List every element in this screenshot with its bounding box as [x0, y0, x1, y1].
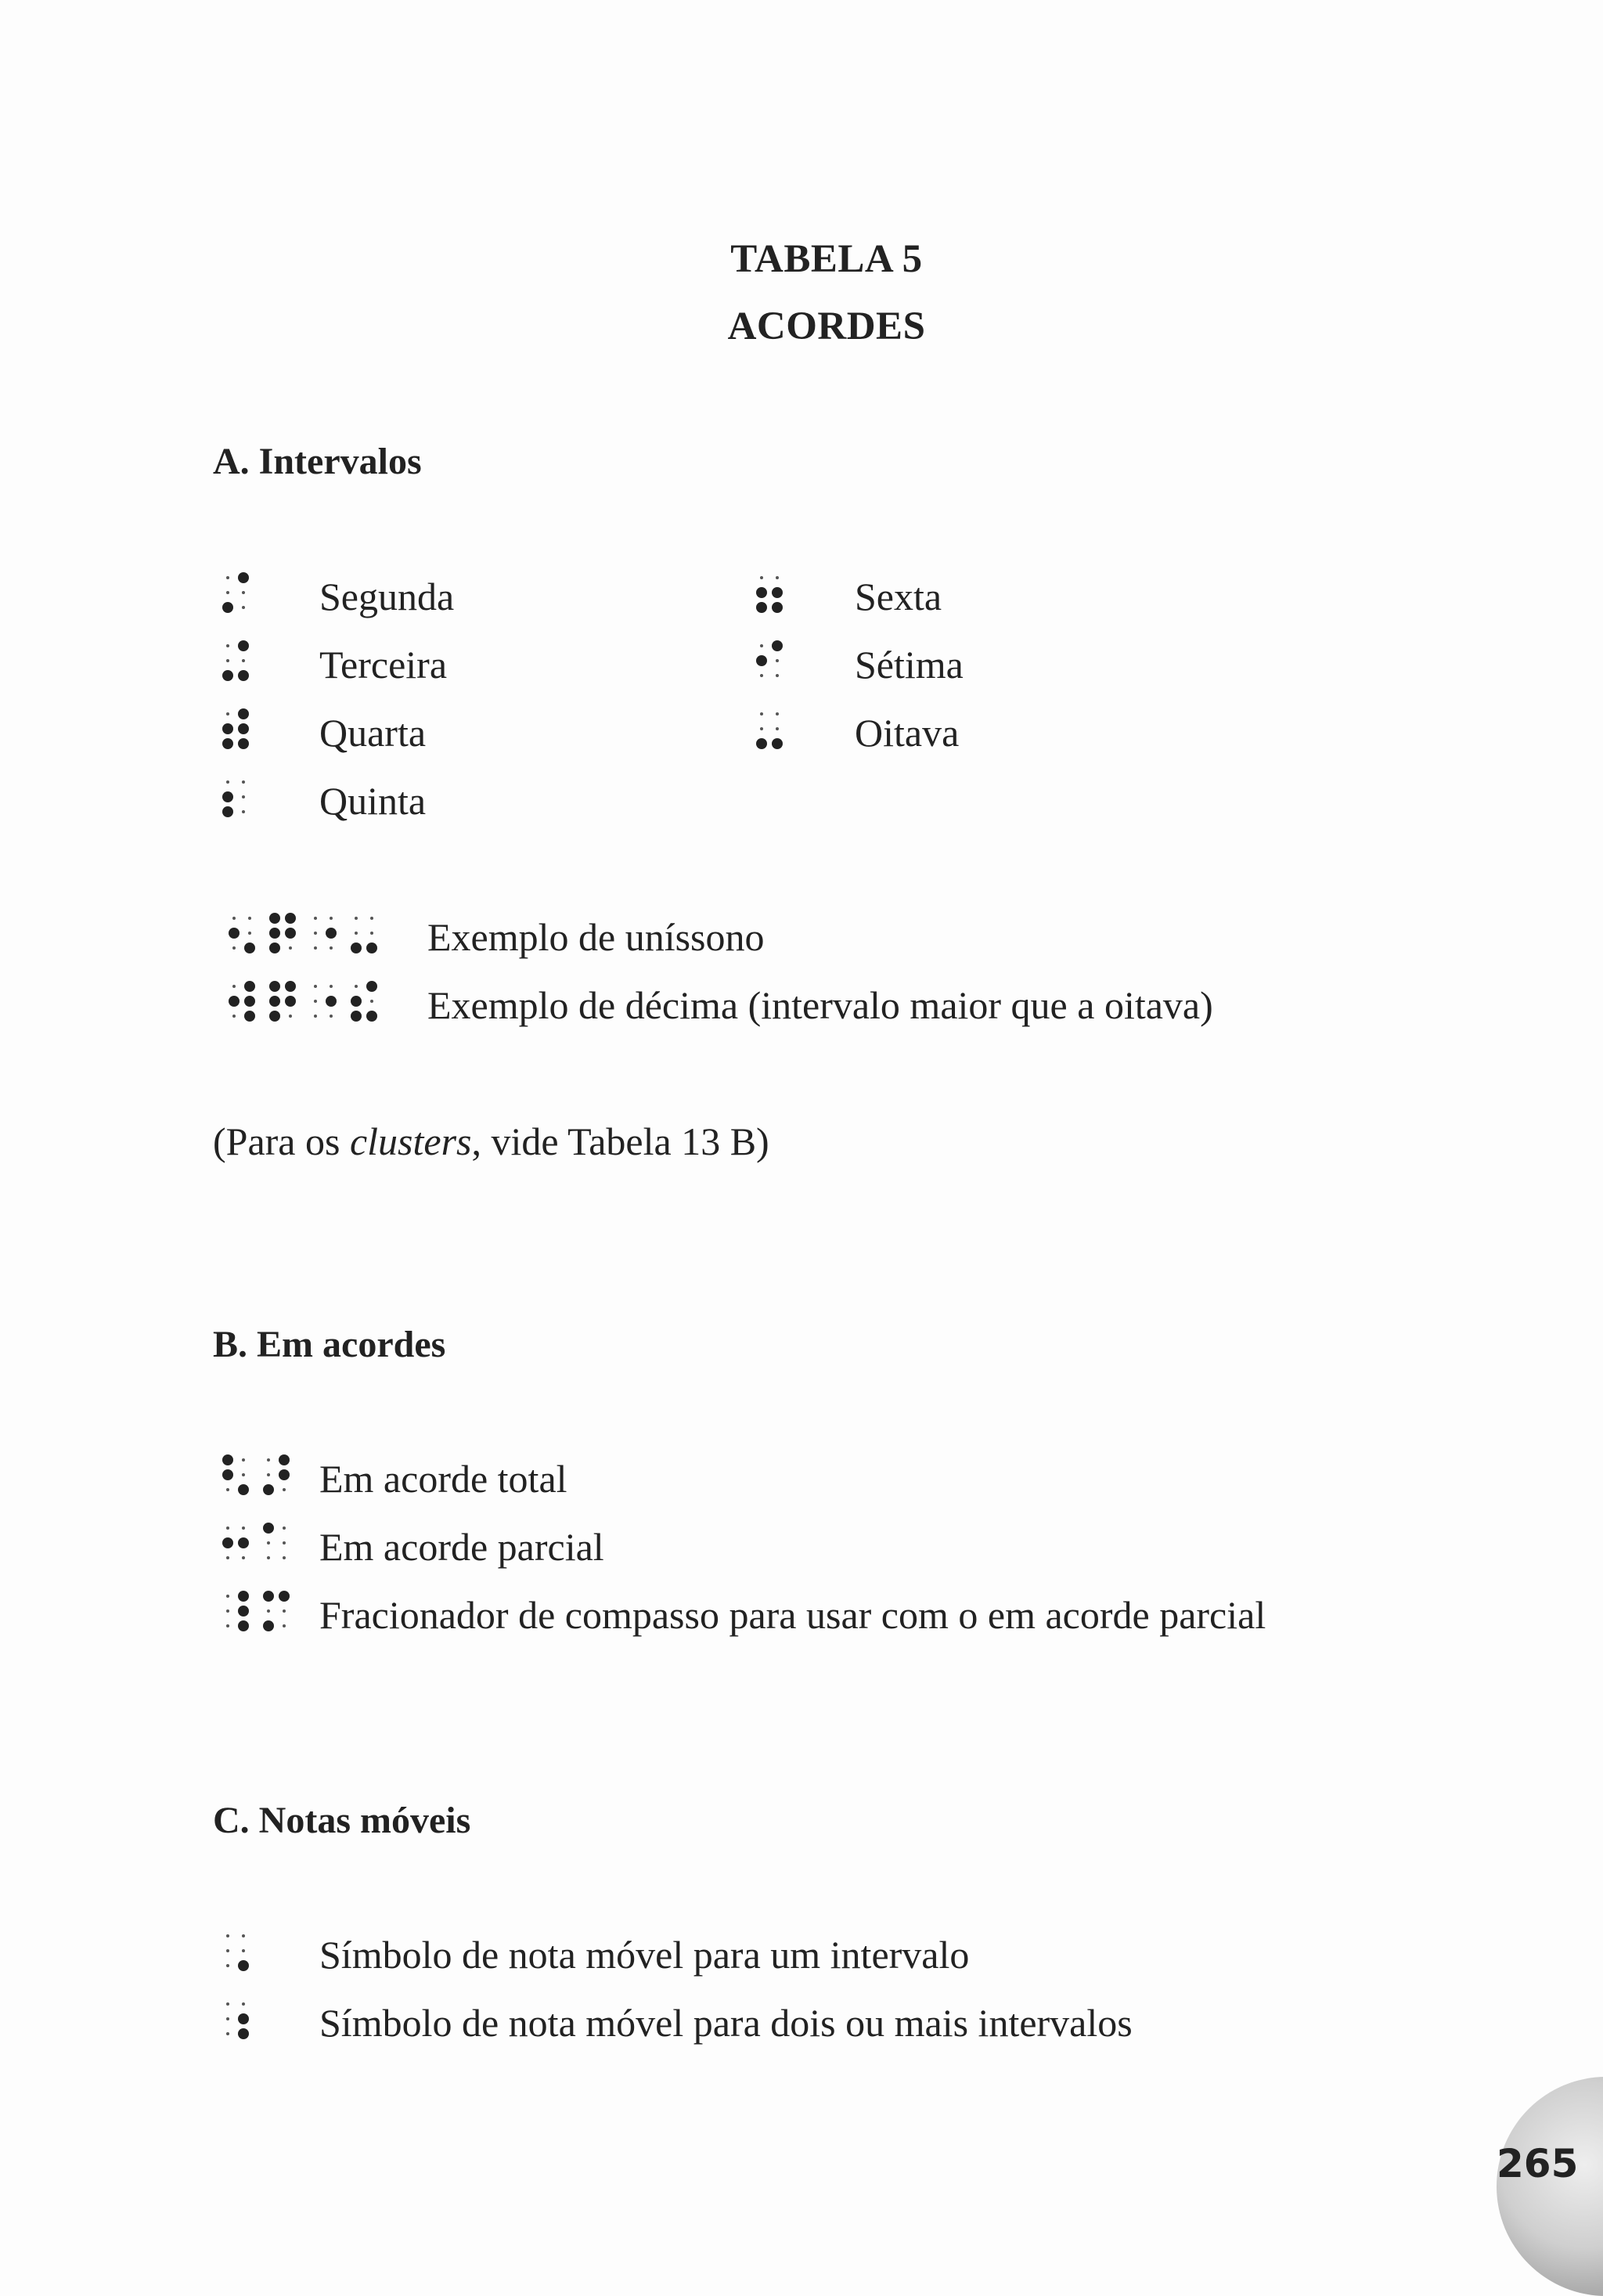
example-unison-label: Exemplo de uníssono [427, 915, 765, 959]
braille-em-acorde-total [222, 1454, 290, 1496]
braille-dot-flat [310, 928, 321, 939]
braille-dot-flat [279, 1620, 290, 1631]
braille-dot-raised [756, 587, 767, 598]
braille-dot-raised [244, 996, 255, 1007]
braille-dot-flat [756, 670, 767, 681]
braille-dot-raised [222, 1454, 233, 1465]
braille-dot-raised [238, 723, 249, 734]
braille-dot-raised [222, 723, 233, 734]
nota-movel-um-label: Símbolo de nota móvel para um intervalo [319, 1933, 970, 1977]
braille-dot-flat [285, 1011, 296, 1022]
braille-dot-flat [238, 1454, 249, 1465]
braille-cell [310, 913, 337, 954]
braille-nota-movel-um [222, 1930, 249, 1972]
clusters-note [213, 1119, 769, 1164]
braille-dot-flat [310, 943, 321, 953]
interval-label-oitava: Oitava [855, 711, 960, 755]
braille-dot-raised [366, 1011, 377, 1022]
braille-dot-flat [310, 913, 321, 924]
braille-example-tenth [229, 981, 377, 1022]
braille-dot-flat [772, 670, 783, 681]
braille-dot-flat [222, 1999, 233, 2009]
braille-dot-raised [222, 670, 233, 681]
braille-dot-flat [238, 655, 249, 666]
section-a-heading: A. Intervalos [213, 441, 422, 482]
braille-setima [756, 640, 783, 682]
section-b-heading: B. Em acordes [213, 1324, 446, 1365]
braille-dot-flat [326, 981, 337, 992]
braille-dot-flat [263, 1606, 274, 1617]
braille-dot-raised [263, 1591, 274, 1602]
braille-dot-raised [285, 981, 296, 992]
braille-dot-flat [772, 655, 783, 666]
braille-dot-raised [772, 640, 783, 651]
braille-dot-flat [772, 723, 783, 734]
braille-dot-raised [351, 943, 362, 953]
em-acorde-parcial-label: Em acorde parcial [319, 1525, 604, 1569]
braille-dot-flat [326, 943, 337, 953]
braille-dot-flat [310, 981, 321, 992]
page-number: 265 [1497, 2141, 1579, 2186]
braille-terceira [222, 640, 249, 682]
braille-dot-raised [222, 602, 233, 613]
braille-dot-flat [279, 1552, 290, 1563]
braille-dot-flat [366, 913, 377, 924]
braille-dot-raised [269, 913, 280, 924]
braille-dot-raised [238, 1606, 249, 1617]
braille-cell [222, 708, 249, 750]
braille-dot-flat [263, 1469, 274, 1480]
braille-dot-flat [772, 572, 783, 583]
braille-dot-flat [351, 981, 362, 992]
braille-dot-flat [238, 1552, 249, 1563]
braille-dot-raised [263, 1620, 274, 1631]
fracionador-label: Fracionador de compasso para usar com o em acorde parcial [319, 1593, 1266, 1637]
braille-oitava [756, 708, 783, 750]
braille-cell [222, 640, 249, 682]
clusters-note-suffix: , vide Tabela 13 B) [471, 1119, 769, 1163]
braille-dot-flat [222, 572, 233, 583]
braille-cell [222, 1591, 249, 1632]
braille-dot-flat [222, 2028, 233, 2039]
braille-dot-raised [222, 1469, 233, 1480]
braille-dot-raised [269, 928, 280, 939]
braille-cell [269, 981, 296, 1022]
braille-dot-flat [229, 1011, 240, 1022]
braille-dot-flat [238, 777, 249, 788]
braille-dot-raised [756, 602, 767, 613]
braille-dot-flat [222, 708, 233, 719]
interval-label-setima: Sétima [855, 643, 964, 687]
braille-example-unison [229, 913, 377, 954]
braille-dot-flat [351, 913, 362, 924]
braille-dot-raised [222, 791, 233, 802]
braille-dot-flat [326, 913, 337, 924]
page-number-badge [1497, 2077, 1603, 2296]
braille-dot-raised [222, 806, 233, 817]
braille-dot-raised [222, 738, 233, 749]
braille-dot-flat [238, 791, 249, 802]
braille-dot-raised [238, 1537, 249, 1548]
braille-dot-raised [772, 602, 783, 613]
braille-dot-raised [269, 1011, 280, 1022]
braille-dot-raised [238, 572, 249, 583]
braille-dot-raised [279, 1454, 290, 1465]
nota-movel-dois-label: Símbolo de nota móvel para dois ou mais intervalos [319, 2001, 1133, 2045]
braille-dot-flat [244, 928, 255, 939]
braille-dot-raised [285, 913, 296, 924]
braille-dot-raised [244, 981, 255, 992]
braille-cell [263, 1454, 290, 1496]
braille-dot-flat [279, 1537, 290, 1548]
braille-dot-flat [756, 572, 767, 583]
braille-cell [263, 1591, 290, 1632]
braille-dot-raised [772, 738, 783, 749]
braille-dot-raised [238, 738, 249, 749]
braille-dot-flat [279, 1484, 290, 1495]
braille-dot-raised [238, 1484, 249, 1495]
braille-dot-flat [310, 996, 321, 1007]
braille-dot-flat [279, 1523, 290, 1534]
braille-dot-raised [229, 996, 240, 1007]
braille-dot-raised [269, 943, 280, 953]
braille-dot-flat [279, 1606, 290, 1617]
braille-dot-raised [756, 655, 767, 666]
braille-dot-flat [244, 913, 255, 924]
braille-dot-raised [326, 928, 337, 939]
braille-dot-flat [222, 2013, 233, 2024]
braille-cell [222, 1523, 249, 1564]
braille-dot-raised [279, 1591, 290, 1602]
braille-dot-flat [238, 1945, 249, 1956]
braille-dot-flat [222, 587, 233, 598]
braille-dot-flat [238, 1469, 249, 1480]
braille-em-acorde-parcial [222, 1523, 290, 1564]
braille-cell [351, 981, 377, 1022]
braille-dot-flat [310, 1011, 321, 1022]
braille-cell [222, 777, 249, 818]
section-c-heading: C. Notas móveis [213, 1800, 471, 1841]
braille-dot-raised [772, 587, 783, 598]
braille-dot-raised [238, 2028, 249, 2039]
braille-cell [229, 913, 255, 954]
braille-dot-raised [222, 1537, 233, 1548]
braille-dot-raised [351, 996, 362, 1007]
braille-dot-flat [285, 943, 296, 953]
braille-dot-raised [285, 996, 296, 1007]
braille-dot-flat [263, 1537, 274, 1548]
braille-dot-raised [279, 1469, 290, 1480]
braille-dot-raised [238, 708, 249, 719]
braille-cell [351, 913, 377, 954]
braille-dot-flat [366, 928, 377, 939]
braille-cell [756, 708, 783, 750]
interval-label-quinta: Quinta [319, 779, 427, 823]
braille-dot-flat [366, 996, 377, 1007]
braille-dot-flat [756, 708, 767, 719]
braille-cell [222, 1930, 249, 1972]
braille-dot-flat [229, 913, 240, 924]
braille-dot-flat [263, 1454, 274, 1465]
braille-dot-flat [238, 1999, 249, 2009]
braille-segunda [222, 572, 249, 614]
braille-dot-raised [285, 928, 296, 939]
braille-dot-flat [229, 981, 240, 992]
braille-cell [222, 1454, 249, 1496]
braille-cell [222, 572, 249, 614]
braille-cell [756, 572, 783, 614]
braille-dot-flat [229, 943, 240, 953]
interval-label-sexta: Sexta [855, 575, 942, 618]
em-acorde-total-label: Em acorde total [319, 1457, 567, 1501]
braille-dot-raised [351, 1011, 362, 1022]
braille-dot-flat [222, 1606, 233, 1617]
braille-dot-flat [222, 640, 233, 651]
braille-dot-flat [222, 1552, 233, 1563]
braille-nota-movel-dois [222, 1999, 249, 2040]
braille-dot-flat [222, 655, 233, 666]
braille-dot-raised [366, 943, 377, 953]
braille-quinta [222, 777, 249, 818]
braille-dot-raised [229, 928, 240, 939]
braille-dot-raised [238, 2013, 249, 2024]
braille-dot-flat [222, 1591, 233, 1602]
braille-dot-raised [238, 640, 249, 651]
braille-dot-raised [366, 981, 377, 992]
braille-dot-raised [238, 1960, 249, 1971]
braille-dot-flat [222, 1960, 233, 1971]
interval-label-quarta: Quarta [319, 711, 427, 755]
table-title: TABELA 5 [730, 237, 923, 281]
braille-dot-flat [222, 1620, 233, 1631]
braille-dot-raised [756, 738, 767, 749]
braille-dot-flat [222, 1930, 233, 1941]
braille-dot-raised [238, 670, 249, 681]
braille-sexta [756, 572, 783, 614]
braille-dot-raised [263, 1523, 274, 1534]
braille-dot-raised [269, 996, 280, 1007]
table-subtitle: ACORDES [727, 305, 926, 348]
braille-dot-flat [238, 587, 249, 598]
braille-dot-flat [222, 1945, 233, 1956]
braille-dot-flat [772, 708, 783, 719]
braille-quarta [222, 708, 249, 750]
clusters-note-italic: clusters [349, 1119, 472, 1163]
braille-dot-raised [238, 1591, 249, 1602]
braille-dot-flat [238, 806, 249, 817]
braille-dot-raised [238, 1620, 249, 1631]
braille-dot-flat [263, 1552, 274, 1563]
braille-dot-flat [326, 1011, 337, 1022]
interval-label-terceira: Terceira [319, 643, 448, 687]
braille-dot-raised [244, 1011, 255, 1022]
braille-cell [269, 913, 296, 954]
braille-cell [756, 640, 783, 682]
braille-dot-flat [756, 723, 767, 734]
braille-fracionador [222, 1591, 290, 1632]
braille-dot-flat [222, 777, 233, 788]
braille-cell [222, 1999, 249, 2040]
braille-dot-raised [326, 996, 337, 1007]
example-tenth-label: Exemplo de décima (intervalo maior que a oitava) [427, 983, 1213, 1027]
braille-cell [263, 1523, 290, 1564]
clusters-note-prefix: (Para os [213, 1119, 350, 1163]
braille-dot-raised [263, 1484, 274, 1495]
braille-dot-flat [222, 1484, 233, 1495]
braille-dot-flat [351, 928, 362, 939]
braille-dot-flat [238, 602, 249, 613]
braille-dot-raised [269, 981, 280, 992]
braille-dot-flat [238, 1523, 249, 1534]
braille-cell [229, 981, 255, 1022]
braille-dot-flat [756, 640, 767, 651]
interval-label-segunda: Segunda [319, 575, 455, 618]
braille-dot-flat [238, 1930, 249, 1941]
braille-dot-raised [244, 943, 255, 953]
braille-cell [310, 981, 337, 1022]
braille-dot-flat [222, 1523, 233, 1534]
